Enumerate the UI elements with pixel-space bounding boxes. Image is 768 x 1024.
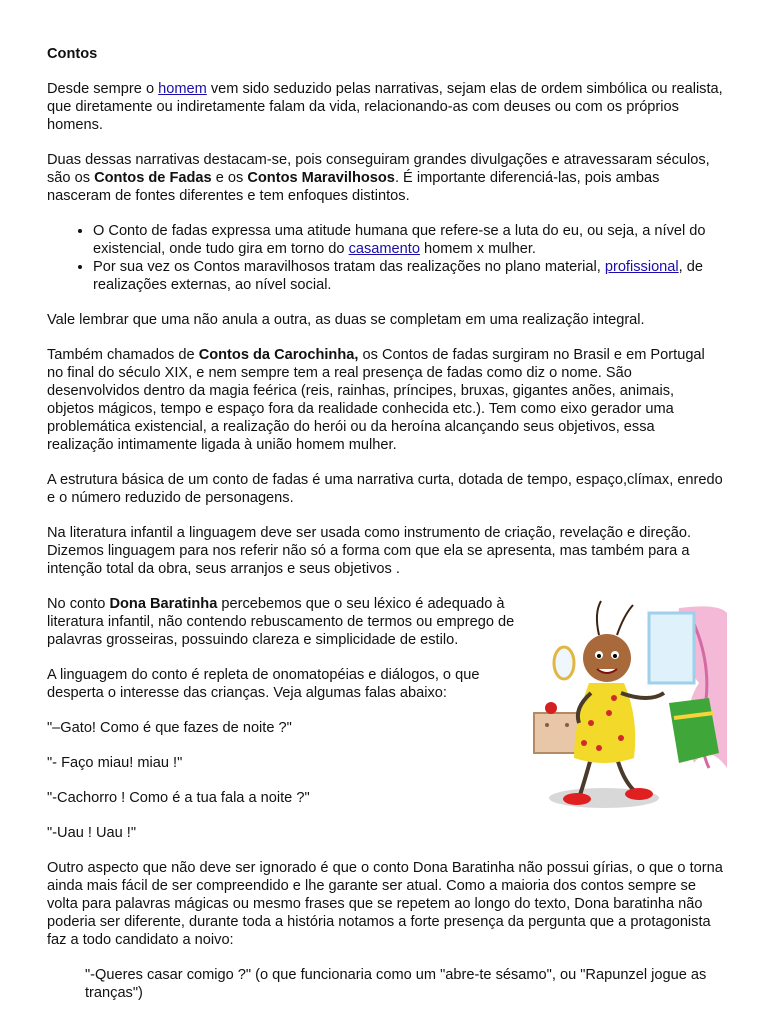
page-title: Contos	[47, 46, 98, 62]
bold-contos-da-carochinha: Contos da Carochinha,	[198, 347, 359, 363]
paragraph-integral: Vale lembrar que uma não anula a outra, as duas se completam em uma realização integral.	[47, 312, 645, 328]
quote-line: "-Uau ! Uau !"	[47, 825, 137, 841]
bold-contos-de-fadas: Contos de Fadas	[94, 170, 212, 186]
list-item	[93, 258, 725, 294]
quote-line: "-Cachorro ! Como é a tua fala a noite ?"	[47, 790, 310, 806]
paragraph-dona-baratinha	[47, 595, 525, 649]
paragraph-carochinha	[47, 346, 725, 454]
text: . É importante diferenciá-las, pois ambas nasceram de fontes diferentes e tem enfoques distintos.	[47, 170, 660, 204]
link-casamento[interactable]: casamento	[348, 241, 420, 257]
baratinha-section	[47, 595, 725, 842]
text: , de realizações externas, ao nível social.	[93, 259, 704, 293]
bold-contos-maravilhosos: Contos Maravilhosos	[247, 170, 395, 186]
list-item	[93, 222, 725, 258]
text: No conto	[47, 596, 110, 612]
bold-dona-baratinha: Dona Baratinha	[109, 596, 218, 612]
paragraph-slang: Outro aspecto que não deve ser ignorado é que o conto Dona Baratinha não possui gírias, o que o torna ainda mais fácil de ser compreendido e lhe garante ser atual. Como a maioria dos contos sempre se volta para palavras mágicas ou mesmo frases que se repetem ao longo do texto, Dona baratinha não poderia ser diferente, durante toda a história notamos a forte presença da pergunta que a protagonista faz a todo candidato a noivo:	[47, 860, 723, 948]
paragraph-intro	[47, 80, 725, 134]
text: vem sido seduzido pelas narrativas, sejam elas de ordem simbólica ou realista, que diretamente ou indiretamente falam da vida, relacionando-as com deuses ou com os próprios homens.	[47, 81, 723, 133]
quote-line: "–Gato! Como é que fazes de noite ?"	[47, 720, 292, 736]
paragraph-onomatopoeia: A linguagem do conto é repleta de onomatopéias e diálogos, o que desperta o interesse das crianças. Veja algumas falas abaixo:	[47, 667, 480, 701]
article	[47, 45, 725, 1002]
text: Desde sempre o	[47, 81, 159, 97]
paragraph-language: Na literatura infantil a linguagem deve ser usada como instrumento de criação, revelação e direção. Dizemos linguagem para nos referir não só a forma com que ela se apresenta, mas também para a intenção total da obra, seus arranjos e seus objetivos .	[47, 525, 692, 577]
paragraph-narratives	[47, 151, 725, 205]
text: os Contos de fadas surgiram no Brasil e em Portugal no final do século XIX, e nem sempre tem a real presença de fadas como diz o nome. São desenvolvidos dentro da magia feérica (reis, rainhas, príncipes, bruxas, gigantes anões, animais, objetos mágicos, tempo e espaço fora da realidade conhecida etc.). Tem como eixo gerador uma problemática existencial, a realização do herói ou da heroína alcançando seus objetivos, essa realização intimamente ligada à união homem mulher.	[47, 347, 705, 453]
text: Também chamados de	[47, 347, 199, 363]
link-homem[interactable]: homem	[158, 81, 207, 97]
quote-line: "- Faço miau! miau !"	[47, 755, 183, 771]
text: Duas dessas narrativas destacam-se, pois conseguiram grandes divulgações e atravessaram séculos, são os	[47, 152, 710, 186]
text: e os	[211, 170, 248, 186]
link-profissional[interactable]: profissional	[604, 259, 679, 275]
dona-baratinha-illustration	[529, 593, 729, 823]
text: O Conto de fadas expressa uma atitude humana que refere-se a luta do eu, ou seja, a nível do existencial, onde tudo gira em torno do	[93, 223, 706, 257]
paragraph-structure: A estrutura básica de um conto de fadas é uma narrativa curta, dotada de tempo, espaço,clímax, enredo e o número reduzido de personagens.	[47, 472, 723, 506]
blockquote-queres-casar: "-Queres casar comigo ?" (o que funcionaria como um "abre-te sésamo", ou "Rapunzel jogue as tranças")	[85, 967, 707, 1001]
text: homem x mulher.	[419, 241, 536, 257]
text: Por sua vez os Contos maravilhosos tratam das realizações no plano material,	[93, 259, 605, 275]
text: percebemos que o seu léxico é adequado à literatura infantil, não contendo rebuscamento de termos ou emprego de palavras grosseiras, possuindo clareza e simplicidade de estilo.	[47, 596, 515, 648]
bullet-list	[47, 222, 725, 294]
